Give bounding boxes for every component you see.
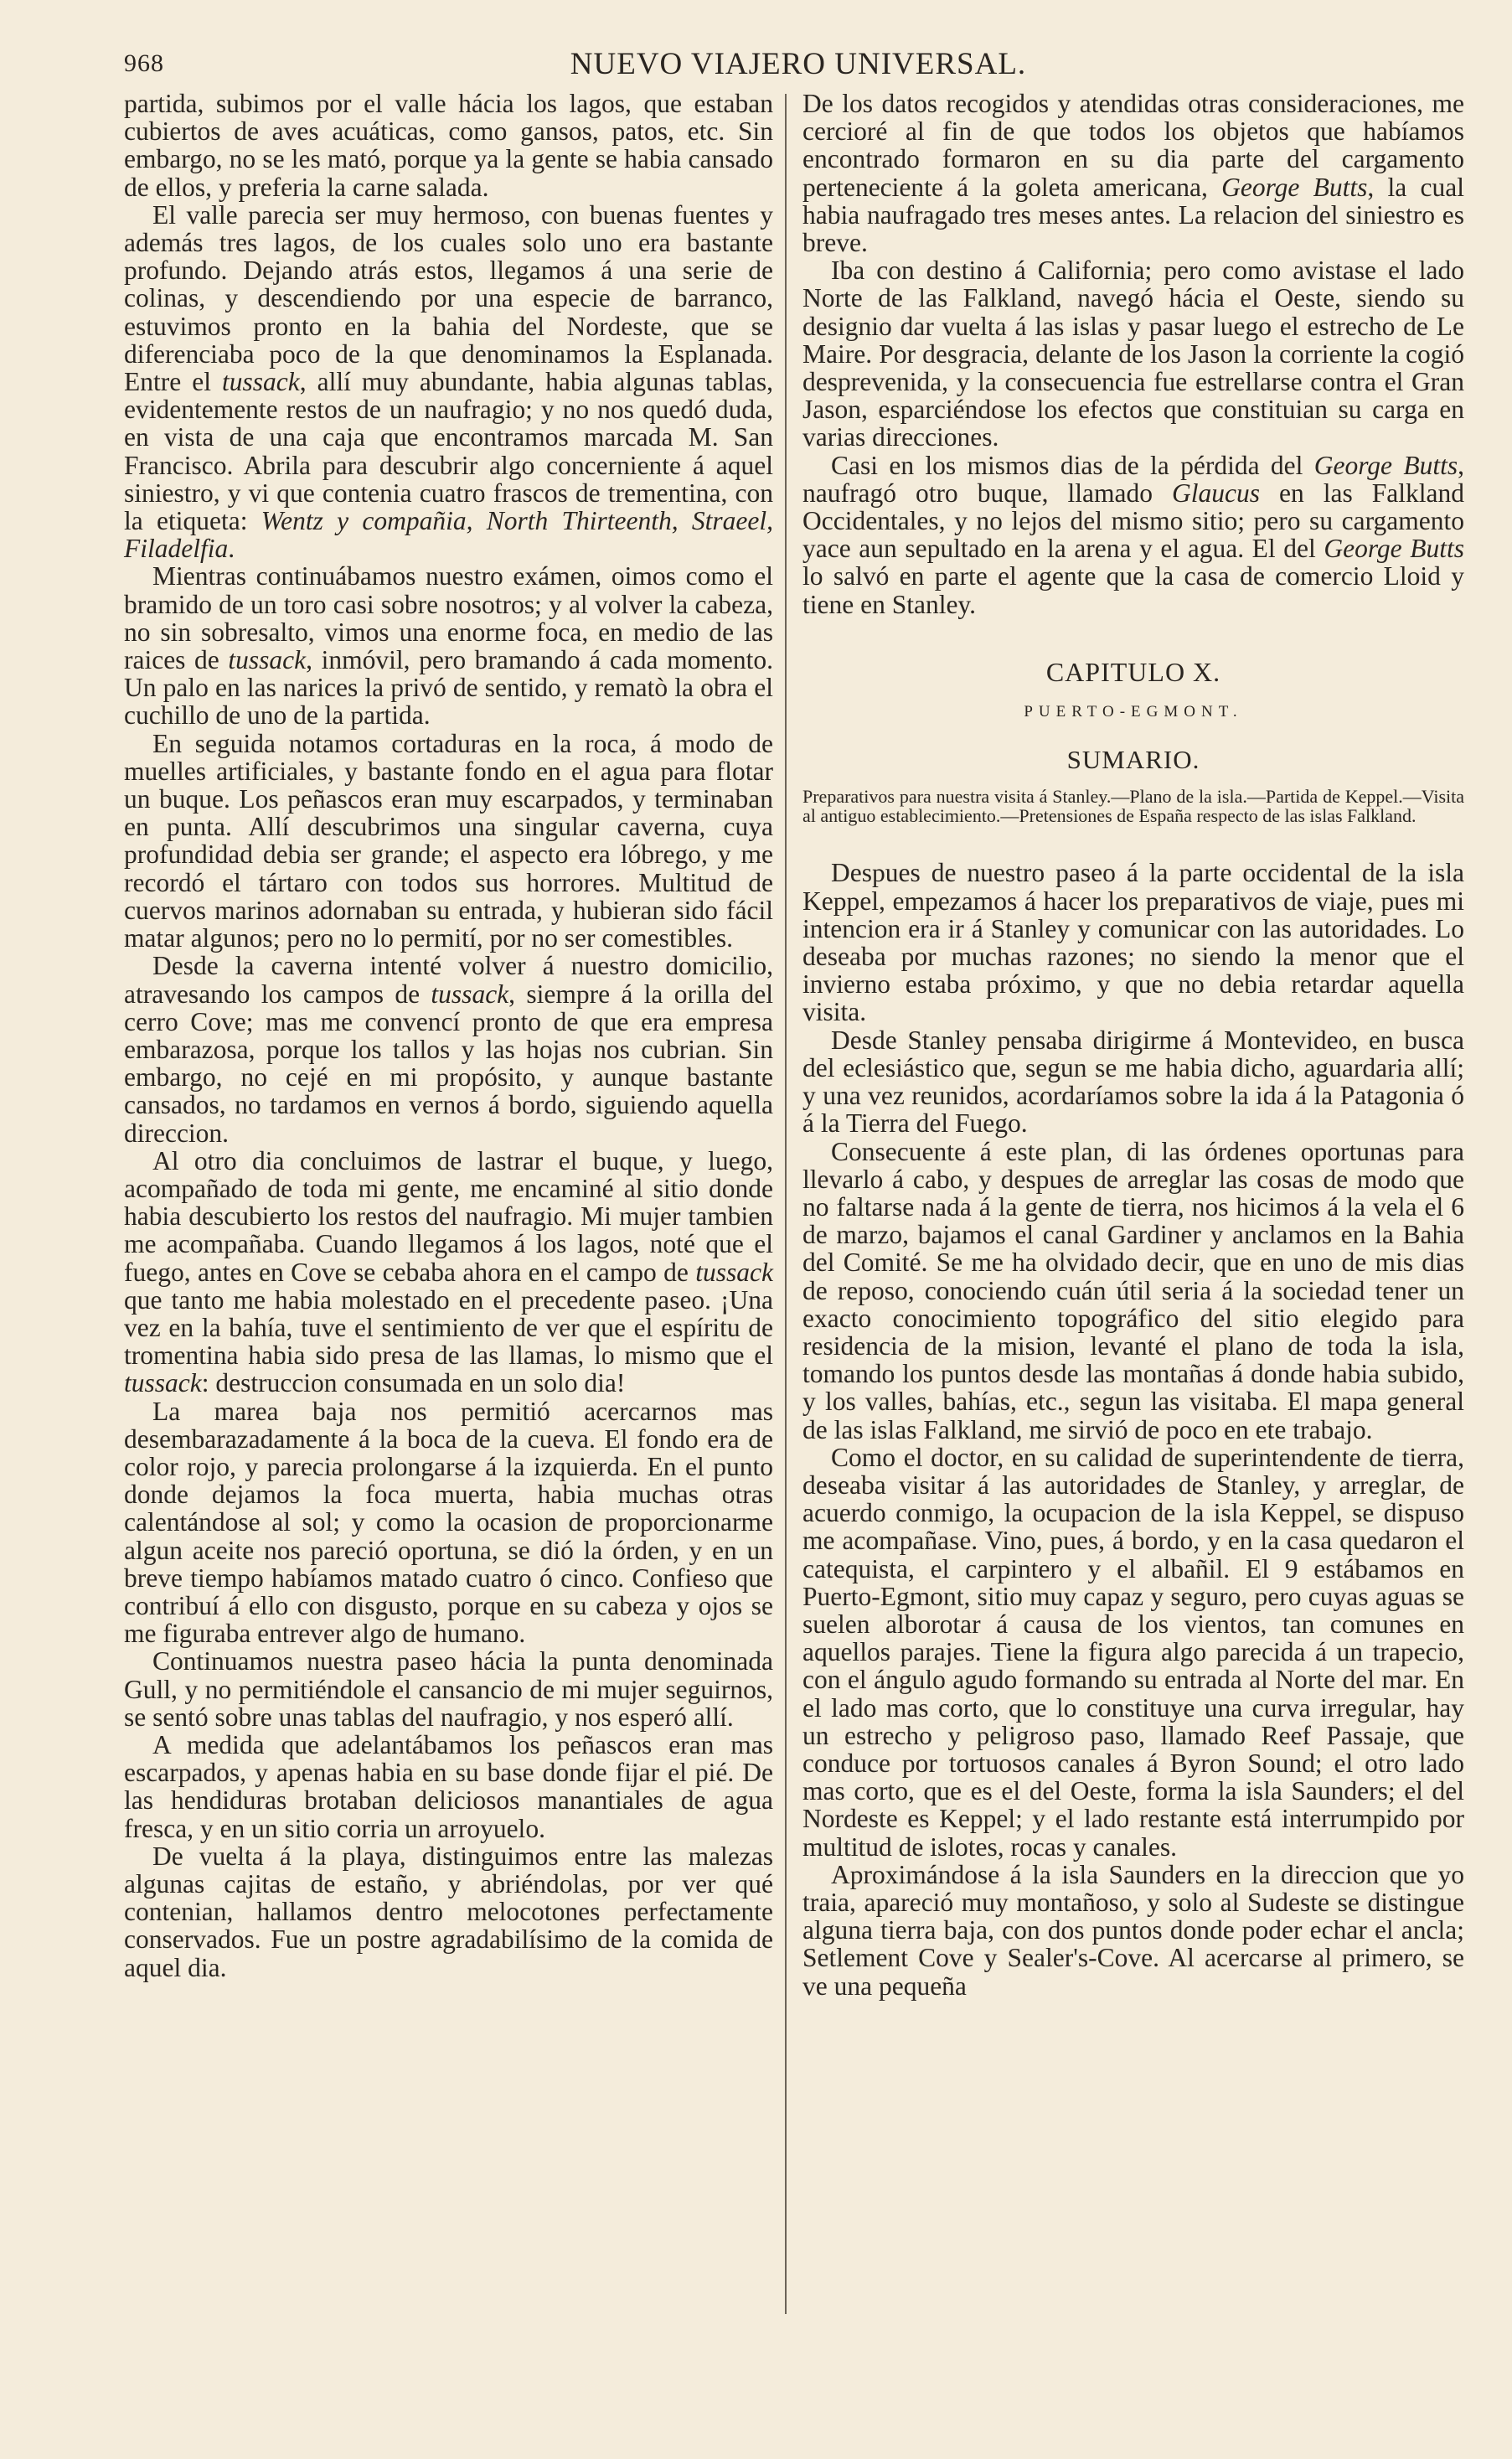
paragraph: El valle parecia ser muy hermoso, con buenas fuentes y además tres lagos, de los cuales solo uno era bastante profundo. Dejando atrás estos, llegamos á una serie de colinas, y descendiendo por una especie de barranco, estuvimos pronto en la bahia del Nordeste, que se diferenciaba poco de la que denominamos la Esplanada. Entre el tussack, allí muy abundante, habia algunas tablas, evidentemente restos de un naufragio; y no nos quedó duda, en vista de una caja que encontramos marcada M. San Francisco. Abrila para descubrir algo concerniente á aquel siniestro, y vi que contenia cuatro frascos de trementina, con la etiqueta: Wentz y compañia, North Thirteenth, Straeel, Filadelfia. xyxy=(124,199,774,564)
paragraph: Como el doctor, en su calidad de superintendente de tierra, deseaba visitar á las autoridades de Stanley, y arreglar, de acuerdo conmigo, la ocupacion de la isla Keppel, se dispuso me acompañase. Vino, pues, á bordo, y en la casa quedaron el catequista, el carpintero y el albañil. El 9 estábamos en Puerto-Egmont, sitio muy capaz y seguro, pero cuyas aguas se suelen alborotar á causa de los vientos, tan comunes en aquellos parajes. Tiene la figura algo parecida á un trapecio, con el ángulo agudo formando su entrada al Norte del mar. En el lado mas corto, que lo constituye una curva irregular, hay un estrecho y peligroso paso, llamado Reef Passaje, que conduce por tortuosos canales á Byron Sound; el otro lado mas corto, que es el del Oeste, forma la isla Saunders; el del Nordeste es Keppel; y el lado restante está interrumpido por multitud de islotes, rocas y canales. xyxy=(802,1442,1464,1862)
paragraph: Consecuente á este plan, di las órdenes oportunas para llevarlo á cabo, y despues de arreglar las cosas de modo que no faltarse nada á la gente de tierra, nos hicimos á la vela el 6 de marzo, bajamos el canal Gardiner y anclamos en la Bahia del Comité. Se me ha olvidado decir, que en uno de mis dias de reposo, conociendo cuán útil seria á la sociedad tener un exacto conocimiento topográfico del sitio elegido para residencia de la mision, levanté el plano de toda la isla, tomando los puntos desde las montañas á donde habia subido, y los valles, bahías, etc., segun las visitaba. El mapa general de las islas Falkland, me sirvió de poco en ete trabajo. xyxy=(802,1136,1464,1444)
paragraph: De vuelta á la playa, distinguimos entre las malezas algunas cajitas de estaño, y abriéndolas, por ver qué contenian, hallamos dentro melocotones perfectamente conservados. Fue un postre agradabilísimo de la comida de aquel dia. xyxy=(124,1841,773,1982)
right-column xyxy=(802,90,1464,2000)
paragraph: La marea baja nos permitió acercarnos mas desembarazadamente á la boca de la cueva. El fondo era de color rojo, y parecia prolongarse á la izquierda. En el punto donde dejamos la foca muerta, habia muchas otras calentándose al sol; y como la ocasion de proporcionarme algun aceite nos pareció oportuna, se dió la órden, y en un breve tiempo habíamos matado cuatro ó cinco. Confieso que contribuí á ello con disgusto, porque en su cabeza y ojos se me figuraba entrever algo de humano. xyxy=(124,1396,773,1649)
running-title: NUEVO VIAJERO UNIVERSAL. xyxy=(570,47,1027,81)
summary-heading: SUMARIO. xyxy=(1066,745,1200,775)
summary-text: Preparativos para nuestra visita á Stanley.—Plano de la isla.—Partida de Keppel.—Visita al antiguo establecimiento.—Pretensiones de España respecto de las islas Falkland. xyxy=(802,786,1464,827)
paragraph: Iba con destino á California; pero como avistase el lado Norte de las Falkland, navegó hácia el Oeste, siendo su designio dar vuelta á las islas y pasar luego el estrecho de Le Maire. Por desgracia, delante de los Jason la corriente la cogió desprevenida, y la consecuencia fue estrellarse contra el Gran Jason, esparciéndose los efectos que constituian su carga en varias direcciones. xyxy=(802,256,1464,452)
left-column xyxy=(124,90,773,1981)
paragraph: partida, subimos por el valle hácia los lagos, que estaban cubiertos de aves acuáticas, como gansos, patos, etc. Sin embargo, no se les mató, porque ya la gente se habia cansado de ellos, y preferia la carne salada. xyxy=(124,89,773,202)
column-divider xyxy=(785,94,787,2314)
paragraph: Despues de nuestro paseo á la parte occidental de la isla Keppel, empezamos á hacer los preparativos de viaje, pues mi intencion era ir á Stanley y comunicar con las autoridades. Lo deseaba por muchas razones; no siendo la menor que el invierno estaba próximo, y que no debia retardar aquella visita. xyxy=(802,858,1464,1027)
chapter-title: CAPITULO X. xyxy=(1045,656,1221,687)
paragraph: A medida que adelantábamos los peñascos eran mas escarpados, y apenas habia en su base donde fijar el pié. De las hendiduras brotaban deliciosos manantiales de agua fresca, y en un sitio corria un arroyuelo. xyxy=(124,1729,773,1843)
paragraph: Casi en los mismos dias de la pérdida del George Butts, naufragó otro buque, llamado Glaucus en las Falkland Occidentales, y no lejos del mismo sitio; pero su cargamento yace aun sepultado en la arena y el agua. El del George Butts lo salvó en parte el agente que la casa de comercio Lloid y tiene en Stanley. xyxy=(802,450,1465,619)
page-number: 968 xyxy=(124,49,164,77)
paragraph: Aproximándose á la isla Saunders en la direccion que yo traia, apareció muy montañoso, y solo al Sudeste se distingue alguna tierra baja, con dos puntos donde poder echar el ancla; Setlement Cove y Sealer's-Cove. Al acercarse al primero, se ve una pequeña xyxy=(802,1859,1464,2001)
paragraph: De los datos recogidos y atendidas otras consideraciones, me cercioré al fin de que todos los objetos que habíamos encontrado formaron en su dia parte del cargamento perteneciente á la goleta americana, George Butts, la cual habia naufragado tres meses antes. La relacion del siniestro es breve. xyxy=(802,89,1464,258)
page-header xyxy=(124,46,1473,83)
paragraph: Mientras continuábamos nuestro exámen, oimos como el bramido de un toro casi sobre nosotros; y al volver la cabeza, no sin sobresalto, vimos una enorme foca, en medio de las raices de tussack, inmóvil, pero bramando á cada momento. Un palo en las narices la privó de sentido, y rematò la obra el cuchillo de uno de la partida. xyxy=(124,561,773,731)
paragraph: En seguida notamos cortaduras en la roca, á modo de muelles artificiales, y bastante fondo en el agua para flotar un buque. Los peñascos eran muy escarpados, y terminaban en punta. Allí descubrimos una singular caverna, cuya profundidad debia ser grande; el aspecto era lóbrego, y me recordó el tártaro con todos sus horrores. Multitud de cuervos marinos adornaban su entrada, y hubieran sido fácil matar algunos; pero no lo permití, por no ser comestibles. xyxy=(124,728,773,953)
paragraph: Desde Stanley pensaba dirigirme á Montevideo, en busca del eclesiástico que, segun se me habia dicho, aguardaria allí; y una vez reunidos, acordaríamos sobre la ida á la Patagonia ó á la Tierra del Fuego. xyxy=(802,1025,1464,1139)
paragraph: Continuamos nuestra paseo hácia la punta denominada Gull, y no permitiéndole el cansancio de mi mujer seguirnos, se sentó sobre unas tablas del naufragio, y nos esperó allí. xyxy=(124,1646,773,1732)
paragraph: Desde la caverna intenté volver á nuestro domicilio, atravesando los campos de tussack, siempre á la orilla del cerro Cove; mas me convencí pronto de que era empresa embarazosa, porque los tallos y las hojas nos cubrian. Sin embargo, no cejé en mi propósito, y aunque bastante cansados, no tardamos en vernos á bordo, siguiendo aquella direccion. xyxy=(124,951,774,1148)
paragraph: Al otro dia concluimos de lastrar el buque, y luego, acompañado de toda mi gente, me encaminé al sitio donde habia descubierto los restos del naufragio. Mi mujer tambien me acompañaba. Cuando llegamos á los lagos, noté que el fuego, antes en Cove se cebaba ahora en el campo de tussack que tanto me habia molestado en el precedente paseo. ¡Una vez en la bahía, tuve el sentimiento de ver que el espíritu de tromentina habia sido presa de las llamas, lo mismo que el tussack: destruccion consumada en un solo dia! xyxy=(124,1145,773,1398)
chapter-subtitle: PUERTO-EGMONT. xyxy=(1024,703,1243,721)
